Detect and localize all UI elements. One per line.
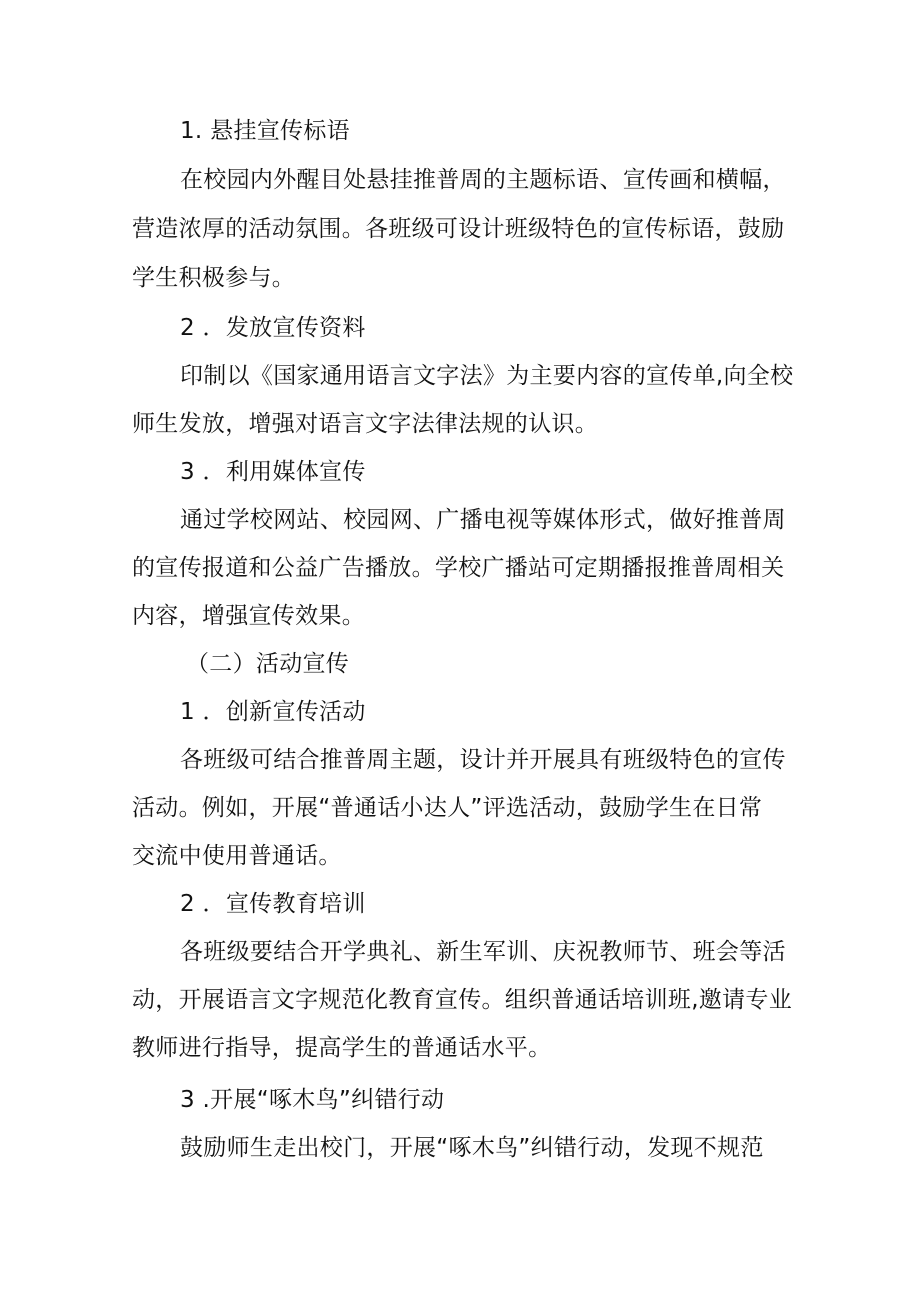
paragraph-line: 交流中使用普通话。 xyxy=(132,843,342,869)
section-heading: 3 .开展“啄木鸟”纠错行动 xyxy=(180,1087,445,1113)
paragraph-line: 的宣传报道和公益广告播放。学校广播站可定期播报推普周相关 xyxy=(132,555,785,581)
paragraph-line: 各班级要结合开学典礼、新生军训、庆祝教师节、班会等活 xyxy=(180,939,786,965)
paragraph-line: 活动。例如，开展“普通话小达人”评选活动，鼓励学生在日常 xyxy=(132,795,763,821)
paragraph-line: 印制以《国家通用语言文字法》为主要内容的宣传单,向全校 xyxy=(180,363,794,389)
paragraph-line: 内容，增强宣传效果。 xyxy=(132,603,365,629)
paragraph-line: 营造浓厚的活动氛围。各班级可设计班级特色的宣传标语，鼓励 xyxy=(132,216,785,242)
paragraph-line: 鼓励师生走出校门，开展“啄木鸟”纠错行动，发现不规范 xyxy=(180,1135,764,1161)
paragraph-line: 各班级可结合推普周主题，设计并开展具有班级特色的宣传 xyxy=(180,747,786,773)
paragraph-line: 在校园内外醒目处悬挂推普周的主题标语、宣传画和横幅， xyxy=(180,167,786,193)
paragraph-line: 学生积极参与。 xyxy=(132,265,296,291)
paragraph-line: 教师进行指导，提高学生的普通话水平。 xyxy=(132,1035,552,1061)
subsection-title: （二）活动宣传 xyxy=(186,651,350,677)
paragraph-line: 师生发放，增强对语言文字法律法规的认识。 xyxy=(132,411,598,437)
section-heading: 3 ．利用媒体宣传 xyxy=(180,459,366,485)
paragraph-line: 动，开展语言文字规范化教育宣传。组织普通话培训班,邀请专业 xyxy=(132,987,793,1013)
paragraph-line: 通过学校网站、校园网、广播电视等媒体形式，做好推普周 xyxy=(180,507,786,533)
section-heading: 1. 悬挂宣传标语 xyxy=(180,118,350,144)
section-heading: 2 ．发放宣传资料 xyxy=(180,315,366,341)
section-heading: 1 ．创新宣传活动 xyxy=(180,699,366,725)
section-heading: 2 ．宣传教育培训 xyxy=(180,891,366,917)
